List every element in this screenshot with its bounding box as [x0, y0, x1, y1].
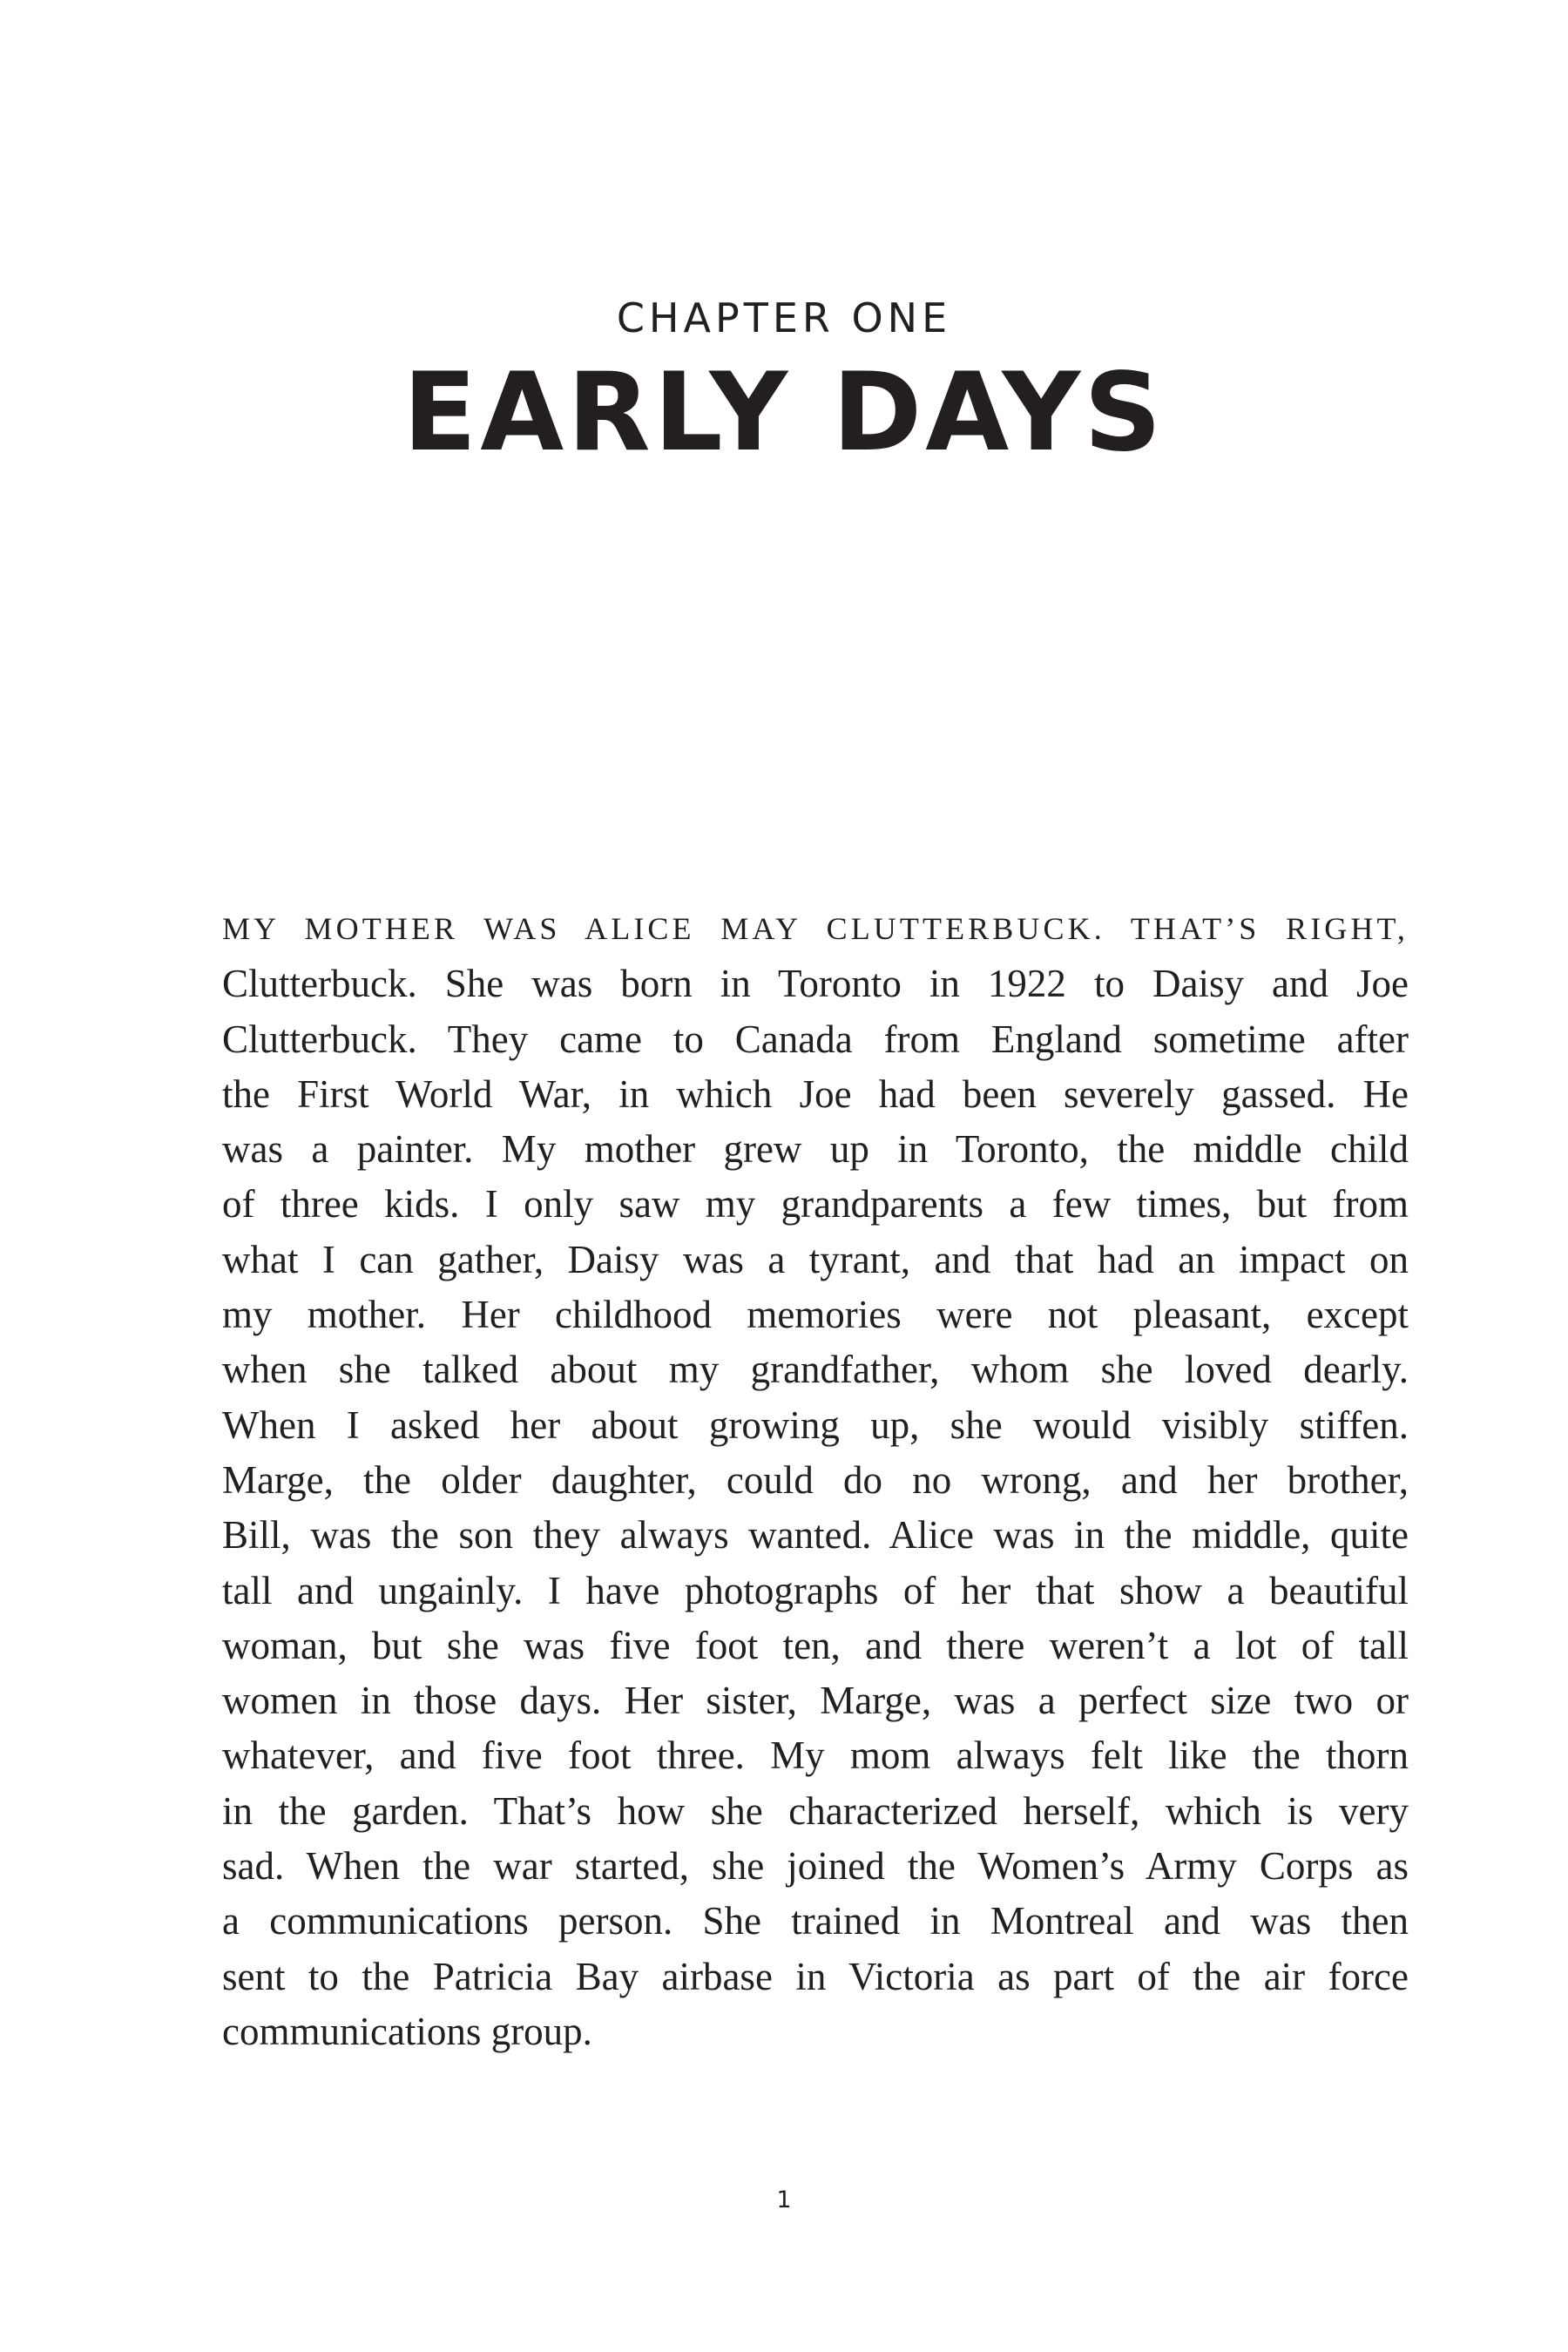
paragraph-line: my mother. Her childhood memories were not pleasant, except [222, 1293, 1409, 1337]
chapter-label: CHAPTER ONE [616, 294, 952, 341]
paragraph-line: a communications person. She trained in Montreal and was then [222, 1899, 1409, 1943]
paragraph-line: sad. When the war started, she joined the Women’s Army Corps as [222, 1844, 1409, 1889]
paragraph-line: When I asked her about growing up, she would visibly stiffen. [222, 1402, 1409, 1447]
paragraph-line: Marge, the older daughter, could do no wrong, and her brother, [222, 1457, 1409, 1502]
body-paragraph [222, 902, 1409, 2059]
paragraph-line: the First World War, in which Joe had been severely gassed. He [222, 1071, 1409, 1116]
paragraph-line: whatever, and five foot three. My mom always felt like the thorn [222, 1734, 1409, 1778]
paragraph-line: tall and ungainly. I have photographs of her that show a beautiful [222, 1568, 1409, 1612]
paragraph-line: what I can gather, Daisy was a tyrant, and that had an impact on [222, 1237, 1409, 1281]
chapter-title: EARLY DAYS [402, 350, 1166, 476]
paragraph-line: Clutterbuck. She was born in Toronto in 1922 to Daisy and Joe [222, 962, 1409, 1006]
paragraph-line: women in those days. Her sister, Marge, was a perfect size two or [222, 1679, 1409, 1723]
page-number: 1 [776, 2186, 792, 2213]
paragraph-line: was a painter. My mother grew up in Toronto, the middle child [222, 1127, 1409, 1172]
paragraph-line: woman, but she was five foot ten, and there weren’t a lot of tall [222, 1623, 1409, 1667]
paragraph-line: when she talked about my grandfather, whom she loved dearly. [222, 1348, 1409, 1392]
paragraph-line: MY MOTHER WAS ALICE MAY CLUTTERBUCK. THAT’S RIGHT, [222, 911, 1409, 946]
paragraph-line: Bill, was the son they always wanted. Alice was in the middle, quite [222, 1513, 1409, 1558]
paragraph-line: communications group. [222, 2009, 592, 2053]
paragraph-line: Clutterbuck. They came to Canada from England sometime after [222, 1017, 1409, 1061]
paragraph-line: of three kids. I only saw my grandparents a few times, but from [222, 1182, 1409, 1227]
paragraph-line: sent to the Patricia Bay airbase in Victoria as part of the air force [222, 1954, 1409, 1998]
paragraph-line: in the garden. That’s how she characterized herself, which is very [222, 1788, 1409, 1833]
